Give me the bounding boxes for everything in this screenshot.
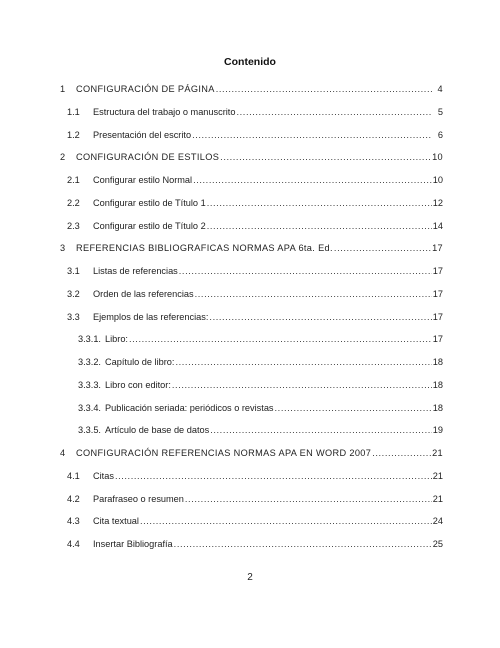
toc-entry-number: 4.3: [67, 516, 80, 527]
toc-entry-page: 21: [432, 493, 443, 504]
toc-entry-page: 21: [432, 470, 443, 481]
toc-dot-leader: [275, 397, 432, 420]
toc-entry-page: 17: [432, 266, 443, 276]
toc-entry-title: Configurar estilo de Título 2: [93, 220, 206, 231]
toc-entry-number: 2: [60, 152, 66, 163]
toc-dot-leader: [207, 215, 432, 238]
toc-dot-leader: [129, 328, 432, 351]
toc-entry-page: 17: [432, 288, 443, 299]
toc-dot-leader: [209, 306, 431, 329]
toc-entry-number: 3.3: [67, 311, 80, 322]
toc-entry-number: 1.1: [67, 106, 80, 117]
toc-dot-leader: [210, 419, 432, 442]
toc-entry-page: 18: [432, 357, 443, 367]
toc-entry-number: 3.3.1.: [78, 334, 101, 345]
toc-entry-page: 17: [432, 243, 443, 254]
toc-dot-leader: [175, 351, 431, 374]
toc-entry[interactable]: [60, 283, 443, 306]
toc-entry-page: 25: [432, 539, 443, 549]
toc-entry-page: 10: [432, 152, 443, 163]
table-of-contents: [60, 78, 443, 556]
toc-entry-page: 12: [432, 197, 443, 208]
toc-entry-number: 3.2: [67, 288, 80, 299]
toc-entry-number: 4.2: [67, 493, 80, 504]
toc-entry-number: 1: [60, 84, 66, 94]
toc-entry[interactable]: [60, 169, 443, 192]
toc-entry-number: 3.3.3.: [78, 379, 101, 390]
toc-entry[interactable]: [60, 260, 443, 283]
toc-entry[interactable]: [60, 215, 443, 238]
toc-entry-title: Configurar estilo Normal: [93, 175, 193, 185]
toc-entry-number: 4: [60, 448, 66, 458]
page-number: 2: [247, 572, 253, 583]
toc-entry-number: 3.3.2.: [78, 357, 101, 367]
toc-entry-title: CONFIGURACIÓN DE PÁGINA: [76, 84, 215, 94]
toc-entry-page: 6: [437, 129, 443, 140]
toc-entry-title: Orden de las referencias: [93, 288, 194, 299]
toc-entry-title: Cita textual: [93, 516, 139, 527]
toc-entry-page: 14: [432, 220, 443, 231]
toc-entry-page: 17: [432, 334, 443, 345]
toc-entry[interactable]: [60, 78, 443, 101]
toc-entry-title: Libro con editor:: [105, 379, 171, 390]
toc-entry-number: 2.1: [67, 175, 80, 185]
toc-dot-leader: [372, 442, 431, 465]
toc-entry-title: CONFIGURACIÓN REFERENCIAS NORMAS APA EN WORD 2007: [76, 448, 372, 458]
toc-entry-title: Parafraseo o resumen: [93, 493, 184, 504]
toc-entry-page: 4: [437, 84, 443, 94]
toc-entry-title: CONFIGURACIÓN DE ESTILOS: [76, 152, 220, 163]
toc-entry-title: Presentación del escrito: [93, 129, 192, 140]
toc-entry-number: 3: [60, 243, 66, 254]
toc-entry-title: REFERENCIAS BIBLIOGRAFICAS NORMAS APA 6ta. Ed.: [76, 243, 333, 254]
toc-entry-title: Artículo de base de datos: [105, 425, 210, 436]
toc-entry-number: 3.1: [67, 266, 80, 276]
toc-entry[interactable]: [60, 374, 443, 397]
toc-entry[interactable]: [60, 510, 443, 533]
toc-entry-page: 24: [432, 516, 443, 527]
toc-entry[interactable]: [60, 192, 443, 215]
toc-entry-page: 5: [437, 106, 443, 117]
toc-entry-page: 21: [432, 448, 443, 458]
toc-entry-number: 4.4: [67, 539, 80, 549]
toc-entry-title: Libro:: [105, 334, 128, 345]
toc-dot-leader: [334, 237, 431, 260]
toc-dot-leader: [193, 169, 432, 192]
toc-dot-leader: [179, 260, 432, 283]
toc-entry-page: 10: [432, 175, 443, 185]
toc-entry-title: Insertar Bibliografía: [93, 539, 173, 549]
toc-entry[interactable]: [60, 146, 443, 169]
toc-entry[interactable]: [60, 237, 443, 260]
toc-entry[interactable]: [60, 419, 443, 442]
toc-entry-number: 2.3: [67, 220, 80, 231]
toc-entry-number: 4.1: [67, 470, 80, 481]
toc-entry-page: 18: [432, 402, 443, 413]
toc-dot-leader: [185, 488, 432, 511]
toc-dot-leader: [172, 374, 432, 397]
toc-dot-leader: [140, 510, 432, 533]
toc-entry-title: Listas de referencias: [93, 266, 178, 276]
toc-dot-leader: [236, 101, 432, 124]
toc-entry-number: 1.2: [67, 129, 80, 140]
toc-entry-page: 19: [432, 425, 443, 436]
toc-entry-title: Capítulo de libro:: [105, 357, 175, 367]
toc-entry-number: 3.3.4.: [78, 402, 101, 413]
page-title: Contenido: [224, 56, 276, 68]
toc-entry[interactable]: [60, 101, 443, 124]
toc-dot-leader: [195, 283, 432, 306]
toc-dot-leader: [207, 192, 432, 215]
toc-entry-title: Citas: [93, 470, 114, 481]
toc-entry-page: 17: [432, 311, 443, 322]
toc-entry[interactable]: [60, 328, 443, 351]
toc-entry[interactable]: [60, 306, 443, 329]
toc-dot-leader: [115, 465, 432, 488]
toc-dot-leader: [220, 146, 431, 169]
toc-entry-title: Configurar estilo de Título 1: [93, 197, 206, 208]
toc-entry-number: 2.2: [67, 197, 80, 208]
toc-entry[interactable]: [60, 397, 443, 420]
toc-entry[interactable]: [60, 124, 443, 147]
toc-entry[interactable]: [60, 351, 443, 374]
toc-entry-title: Publicación seriada: periódicos o revistas: [105, 402, 274, 413]
toc-entry[interactable]: [60, 533, 443, 556]
toc-entry-title: Estructura del trabajo o manuscrito: [93, 106, 236, 117]
toc-entry-title: Ejemplos de las referencias:: [93, 311, 209, 322]
toc-entry[interactable]: [60, 465, 443, 488]
toc-dot-leader: [174, 533, 432, 556]
toc-entry-page: 18: [432, 379, 443, 390]
toc-entry[interactable]: [60, 488, 443, 511]
toc-entry[interactable]: [60, 442, 443, 465]
toc-dot-leader: [216, 78, 432, 101]
toc-entry-number: 3.3.5.: [78, 425, 101, 436]
toc-dot-leader: [192, 124, 432, 147]
